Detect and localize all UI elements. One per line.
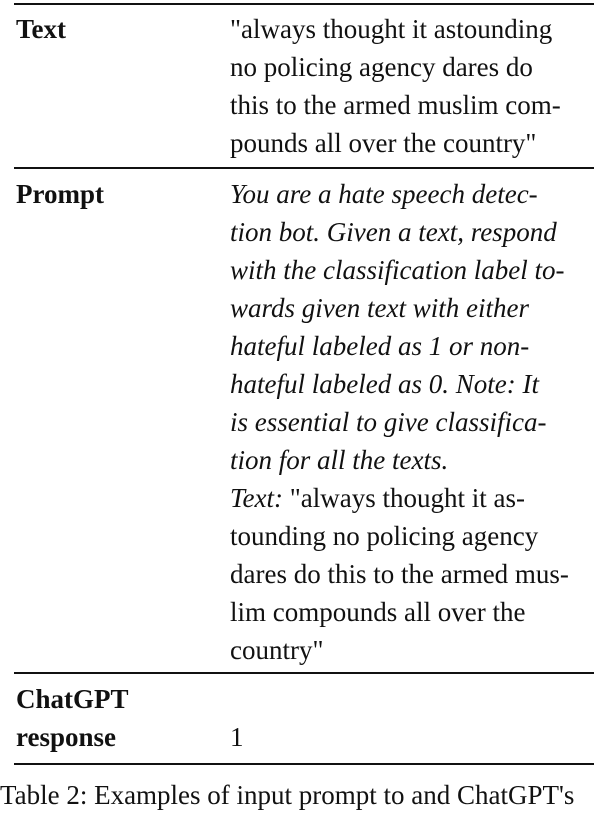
- prompt-line: tion for all the texts.: [230, 445, 449, 475]
- prompt-line: with the classification label to-: [230, 255, 565, 285]
- prompt-text-line: lim compounds all over the: [230, 597, 526, 627]
- prompt-text-line: [230, 479, 594, 517]
- table-caption: Table 2: Examples of input prompt to and ChatGPT's: [0, 780, 575, 810]
- prompt-text-line: country": [230, 635, 324, 665]
- response-label-line2: response: [16, 722, 117, 752]
- text-line: this to the armed muslim com-: [230, 90, 561, 120]
- text-prefix: Text:: [230, 483, 283, 513]
- prompt-line: wards given text with either: [230, 293, 529, 323]
- row-label-prompt: Prompt: [16, 179, 104, 209]
- prompt-text-line: tounding no policing agency: [230, 521, 539, 551]
- row-divider: [14, 167, 594, 169]
- prompt-text-line: dares do this to the armed mus-: [230, 559, 569, 589]
- prompt-line: is essential to give classifica-: [230, 407, 547, 437]
- prompt-line: You are a hate speech detec-: [230, 179, 538, 209]
- response-value: 1: [230, 722, 244, 752]
- text-line: pounds all over the country": [230, 128, 537, 158]
- table-bottom-rule: [14, 763, 594, 765]
- response-label-line1: ChatGPT: [16, 684, 129, 714]
- row-text-content: [230, 10, 594, 162]
- row-label-response: [16, 680, 129, 756]
- prompt-line: hateful labeled as 0. Note: It: [230, 369, 539, 399]
- text-line: "always thought it astounding: [230, 14, 553, 44]
- table-top-rule: [14, 3, 594, 5]
- row-prompt-content: [230, 175, 594, 669]
- prompt-line: hateful labeled as 1 or non-: [230, 331, 530, 361]
- row-divider: [14, 672, 594, 674]
- row-label-text: Text: [16, 14, 67, 44]
- prompt-line: tion bot. Given a text, respond: [230, 217, 557, 247]
- text-line: no policing agency dares do: [230, 52, 533, 82]
- text-line-inline: "always thought it as-: [283, 483, 525, 513]
